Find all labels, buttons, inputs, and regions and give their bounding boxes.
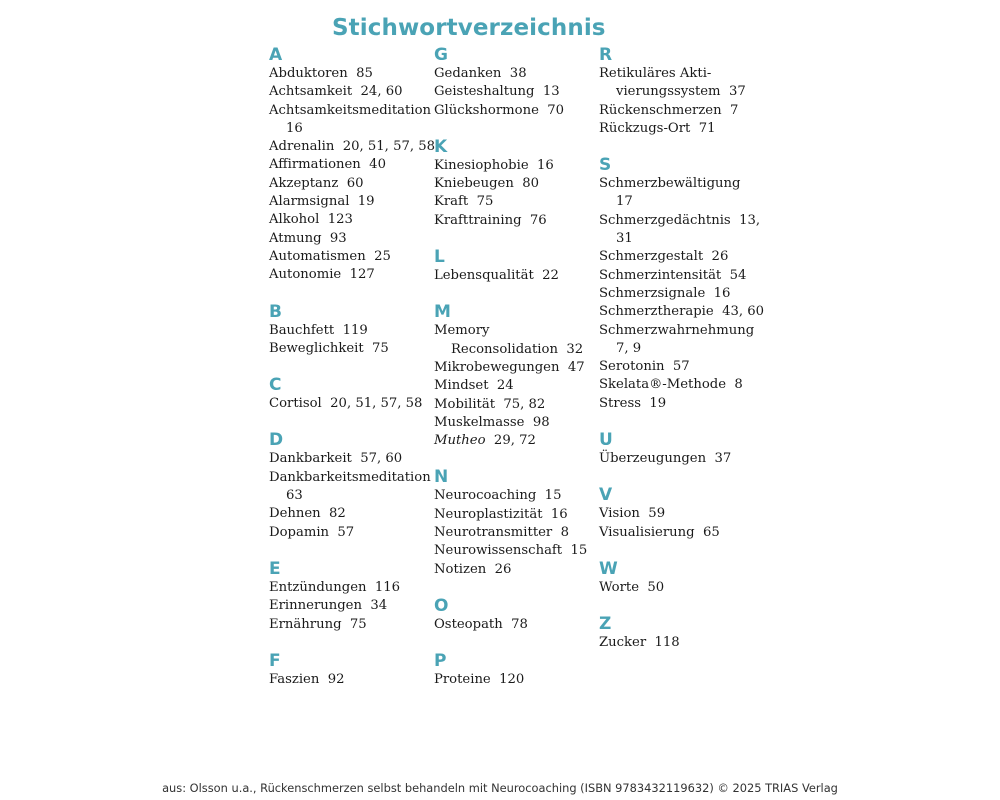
entry-list	[269, 65, 436, 285]
index-entry: Atmung 93	[269, 230, 347, 246]
index-entry: Schmerzgestalt 26	[599, 249, 729, 265]
section-letter: P	[434, 651, 447, 672]
letter-group-s	[599, 155, 765, 413]
index-entry: Kraft 75	[434, 194, 494, 210]
index-entry: Glückshormone 70	[434, 102, 565, 118]
index-entry: Automatismen 25	[269, 248, 391, 264]
entry-pages: 29, 72	[485, 433, 536, 449]
section-letter: Z	[599, 614, 612, 635]
entry-list	[599, 175, 765, 413]
index-entry: Mikrobewegungen 47	[434, 359, 585, 375]
index-entry: Serotonin 57	[599, 359, 690, 375]
index-entry: Proteine 120	[434, 672, 525, 688]
entry-list	[434, 322, 594, 450]
index-column-1	[269, 45, 436, 706]
index-column-2	[434, 45, 594, 707]
index-entry: Osteopath 78	[434, 616, 528, 632]
index-entry: Abduktoren 85	[269, 66, 373, 81]
index-entry: Neuroplastizität 16	[434, 506, 568, 522]
letter-group-l	[434, 247, 594, 285]
section-letter: S	[599, 155, 612, 176]
index-entry: Adrenalin 20, 51, 57, 58	[269, 139, 436, 155]
letter-group-w	[599, 559, 759, 597]
entry-list	[434, 616, 594, 634]
letter-group-c	[269, 375, 429, 413]
index-entry-continuation: 16	[286, 120, 303, 136]
index-entry: Dankbarkeitsmeditation	[269, 469, 431, 485]
letter-group-g	[434, 45, 594, 120]
index-entry: Dopamin 57	[269, 524, 355, 540]
index-entry: Stress 19	[599, 395, 667, 411]
section-letter: A	[269, 45, 283, 65]
section-letter: U	[599, 430, 613, 451]
section-letter: V	[599, 485, 613, 506]
index-entry: Schmerzintensität 54	[599, 267, 747, 283]
letter-group-r	[599, 45, 759, 138]
index-entry-continuation: 31	[616, 231, 633, 247]
letter-group-b	[269, 302, 429, 359]
index-entry: Bauchfett 119	[269, 322, 368, 338]
entry-list	[599, 65, 759, 138]
section-letter: F	[269, 650, 281, 671]
section-letter: N	[434, 467, 449, 488]
index-entry: Krafttraining 76	[434, 212, 547, 228]
index-entry	[434, 432, 594, 450]
index-entry: Memory	[434, 323, 490, 339]
index-entry: Geisteshaltung 13	[434, 84, 560, 100]
index-entry: Neurotransmitter 8	[434, 525, 570, 541]
entry-list	[434, 65, 594, 120]
letter-group-z	[599, 614, 759, 652]
entry-list	[269, 671, 429, 689]
index-entry: Akzeptanz 60	[269, 175, 364, 191]
letter-group-m	[434, 302, 594, 450]
letter-group-a	[269, 45, 436, 285]
entry-term-italic: Mutheo	[434, 433, 486, 449]
letter-group-v	[599, 485, 759, 542]
index-entry: Rückzugs-Ort 71	[599, 120, 716, 136]
entry-list	[599, 634, 759, 652]
index-entry: Faszien 92	[269, 671, 345, 687]
section-letter: D	[269, 430, 284, 451]
index-entry: Lebensqualität 22	[434, 268, 559, 284]
source-footer: aus: Olsson u.a., Rückenschmerzen selbst behandeln mit Neurocoaching (ISBN 9783432119632) © 2025 TRIAS Verlag	[162, 781, 838, 795]
index-entry-continuation: 7, 9	[616, 340, 642, 356]
index-entry-continuation: vierungssystem 37	[616, 84, 746, 100]
index-entry: Beweglichkeit 75	[269, 340, 389, 356]
index-entry: Dankbarkeit 57, 60	[269, 451, 403, 467]
section-letter: W	[599, 558, 618, 579]
section-letter: L	[434, 247, 445, 268]
section-letter: K	[434, 136, 448, 157]
index-entry: Autonomie 127	[269, 267, 375, 283]
index-entry: Überzeugungen 37	[599, 451, 732, 467]
index-entry: Worte 50	[599, 579, 665, 595]
index-entry: Kniebeugen 80	[434, 176, 540, 192]
section-letter: E	[269, 558, 281, 579]
index-entry: Schmerzgedächtnis 13,	[599, 212, 761, 228]
index-entry: Retikuläres Akti-	[599, 66, 712, 81]
section-letter: B	[269, 301, 282, 322]
index-entry: Erinnerungen 34	[269, 598, 388, 614]
entry-list	[599, 579, 759, 597]
letter-group-o	[434, 596, 594, 634]
page-title: Stichwortverzeichnis	[332, 15, 606, 42]
index-entry: Schmerzbewältigung	[599, 176, 741, 192]
entry-list	[269, 322, 429, 359]
index-column-3	[599, 45, 765, 670]
index-entry: Notizen 26	[434, 561, 512, 577]
index-entry: Muskelmasse 98	[434, 414, 550, 430]
index-entry: Alkohol 123	[269, 212, 353, 228]
index-entry: Rückenschmerzen 7	[599, 102, 739, 118]
index-entry: Cortisol 20, 51, 57, 58	[269, 396, 423, 412]
index-entry: Neurocoaching 15	[434, 488, 562, 504]
section-letter: C	[269, 375, 282, 396]
entry-list	[599, 450, 759, 468]
index-entry: Schmerztherapie 43, 60	[599, 304, 765, 320]
letter-group-u	[599, 430, 759, 468]
entry-list	[434, 487, 594, 578]
index-entry: Achtsamkeitsmeditation	[269, 102, 431, 118]
index-entry: Schmerzwahrnehmung	[599, 322, 755, 338]
index-entry: Schmerzsignale 16	[599, 285, 731, 301]
index-entry: Kinesiophobie 16	[434, 157, 554, 173]
entry-list	[269, 579, 429, 634]
section-letter: G	[434, 45, 448, 65]
letter-group-f	[269, 651, 429, 689]
index-entry: Mindset 24	[434, 378, 514, 394]
index-entry: Gedanken 38	[434, 66, 527, 81]
letter-group-e	[269, 559, 429, 634]
letter-group-k	[434, 137, 594, 230]
index-entry: Dehnen 82	[269, 506, 346, 522]
index-entry: Neurowissenschaft 15	[434, 543, 588, 559]
entry-list	[269, 395, 429, 413]
index-entry: Entzündungen 116	[269, 579, 401, 595]
index-entry: Zucker 118	[599, 635, 680, 651]
index-entry: Mobilität 75, 82	[434, 396, 546, 412]
index-entry: Visualisierung 65	[599, 524, 720, 540]
section-letter: M	[434, 302, 451, 323]
index-entry-continuation: 63	[286, 488, 303, 504]
index-entry: Vision 59	[599, 506, 666, 522]
letter-group-n	[434, 467, 594, 578]
letter-group-p	[434, 651, 594, 689]
entry-list	[434, 157, 594, 230]
index-entry: Achtsamkeit 24, 60	[269, 84, 403, 100]
index-entry-continuation: Reconsolidation 32	[451, 341, 584, 357]
entry-list	[599, 505, 759, 542]
index-entry: Ernährung 75	[269, 616, 367, 632]
index-entry-continuation: 17	[616, 194, 633, 210]
index-entry: Skelata®-Methode 8	[599, 377, 743, 393]
entry-list	[269, 450, 429, 541]
index-entry: Affirmationen 40	[269, 157, 386, 173]
entry-list	[434, 671, 594, 689]
entry-list	[434, 267, 594, 285]
index-entry: Alarmsignal 19	[269, 194, 375, 210]
section-letter: O	[434, 595, 449, 616]
letter-group-d	[269, 430, 429, 541]
section-letter: R	[599, 45, 613, 65]
